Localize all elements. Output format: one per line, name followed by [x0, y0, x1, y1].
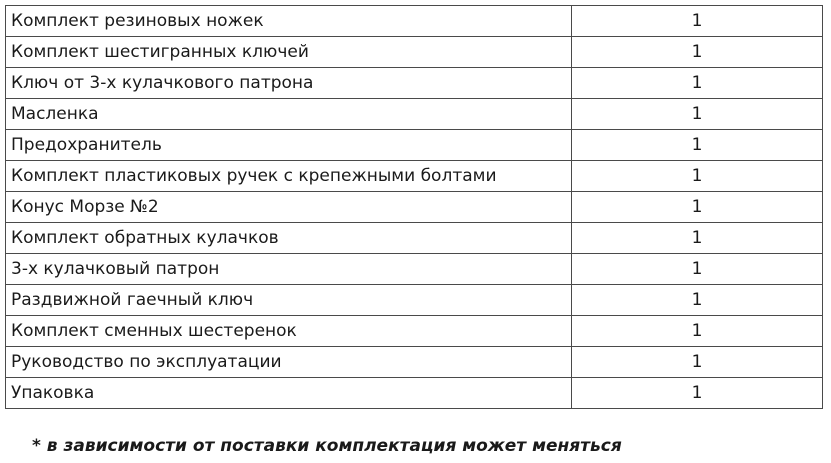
- item-name: 3-х кулачковый патрон: [6, 254, 572, 285]
- item-name: Комплект сменных шестеренок: [6, 316, 572, 347]
- table-row: [6, 130, 823, 161]
- item-name: Ключ от 3-х кулачкового патрона: [6, 68, 572, 99]
- item-quantity: 1: [572, 192, 823, 223]
- item-name: Комплект резиновых ножек: [6, 6, 572, 37]
- item-quantity: 1: [572, 68, 823, 99]
- table-row: [6, 192, 823, 223]
- table-row: [6, 68, 823, 99]
- item-quantity: 1: [572, 37, 823, 68]
- table-row: [6, 285, 823, 316]
- table-row: [6, 378, 823, 409]
- item-quantity: 1: [572, 99, 823, 130]
- table-row: [6, 37, 823, 68]
- item-name: Комплект шестигранных ключей: [6, 37, 572, 68]
- item-quantity: 1: [572, 347, 823, 378]
- item-name: Раздвижной гаечный ключ: [6, 285, 572, 316]
- item-name: Упаковка: [6, 378, 572, 409]
- item-quantity: 1: [572, 161, 823, 192]
- item-name: Предохранитель: [6, 130, 572, 161]
- table-row: [6, 316, 823, 347]
- table-row: [6, 161, 823, 192]
- item-name: Масленка: [6, 99, 572, 130]
- item-name: Комплект пластиковых ручек с крепежными болтами: [6, 161, 572, 192]
- item-name: Комплект обратных кулачков: [6, 223, 572, 254]
- equipment-table: [5, 5, 823, 409]
- item-quantity: 1: [572, 254, 823, 285]
- item-name: Руководство по эксплуатации: [6, 347, 572, 378]
- table-row: [6, 223, 823, 254]
- item-quantity: 1: [572, 316, 823, 347]
- table-row: [6, 6, 823, 37]
- item-quantity: 1: [572, 285, 823, 316]
- item-quantity: 1: [572, 378, 823, 409]
- table-row: [6, 347, 823, 378]
- footnote: * в зависимости от поставки комплектация может меняться: [32, 436, 622, 456]
- table-row: [6, 99, 823, 130]
- item-quantity: 1: [572, 130, 823, 161]
- item-quantity: 1: [572, 223, 823, 254]
- item-name: Конус Морзе №2: [6, 192, 572, 223]
- item-quantity: 1: [572, 6, 823, 37]
- table-row: [6, 254, 823, 285]
